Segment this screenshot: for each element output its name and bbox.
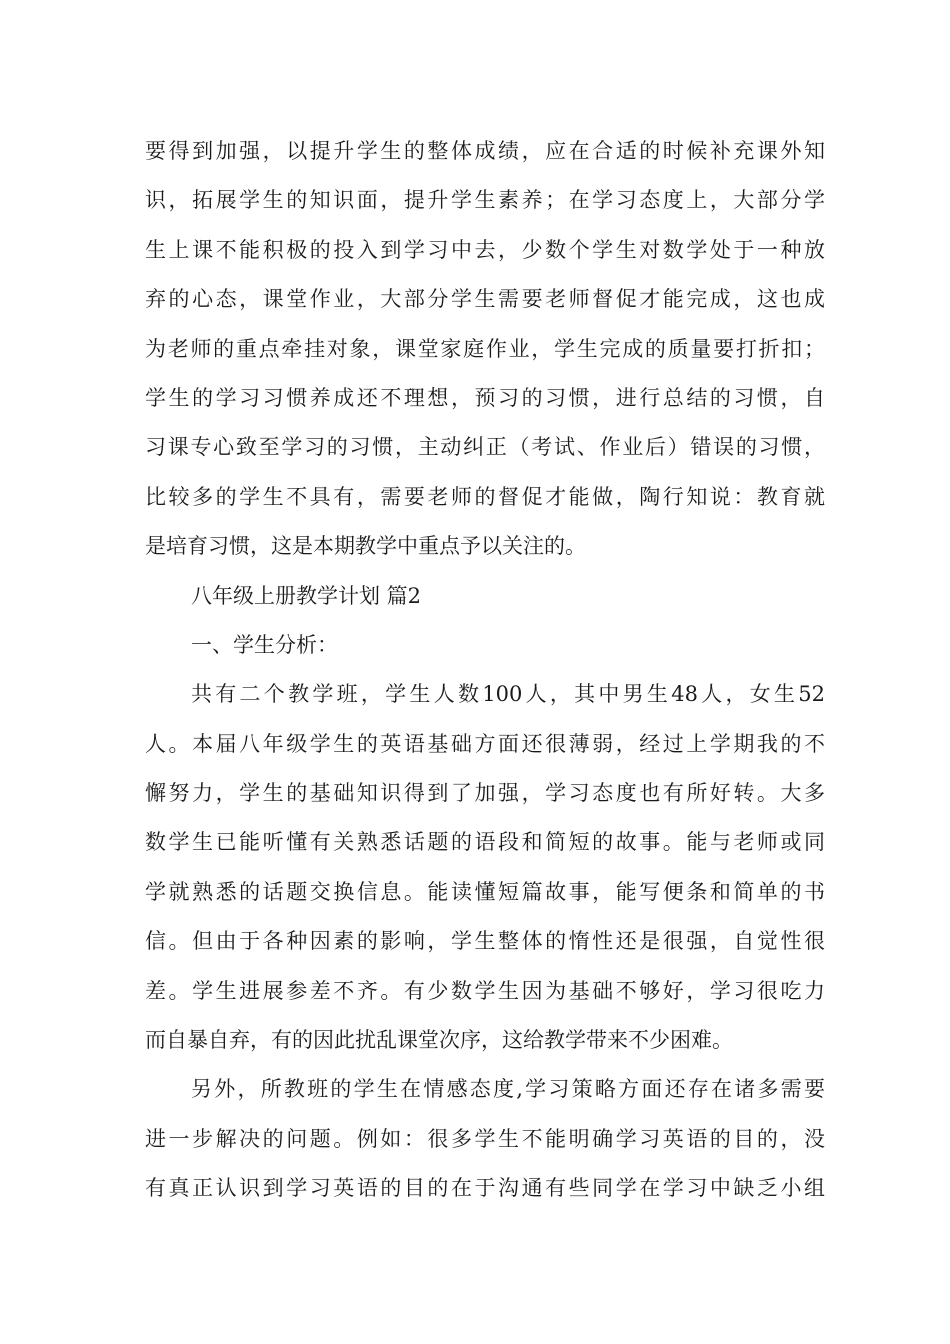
text-line: 学就熟悉的话题交换信息。能读懂短篇故事，能写便条和简单的书 [145,879,825,904]
text-line: 信。但由于各种因素的影响，学生整体的惰性还是很强，自觉性很 [145,929,825,954]
text-line: 弃的心态，课堂作业，大部分学生需要老师督促才能完成，这也成 [145,287,825,312]
text-line: 识，拓展学生的知识面，提升学生素养；在学习态度上，大部分学 [145,188,825,213]
text-line: 数学生已能听懂有关熟悉话题的语段和简短的故事。能与老师或同 [145,830,825,855]
document-body [145,127,825,1214]
text-line: 另外，所教班的学生在情感态度,学习策略方面还存在诸多需要 [191,1077,825,1102]
text-line: 懈努力，学生的基础知识得到了加强，学习态度也有所好转。大多 [145,781,825,806]
text-line: 有真正认识到学习英语的目的在于沟通有些同学在学习中缺乏小组 [145,1176,825,1201]
text-line: 共有二个教学班，学生人数100人，其中男生48人，女生52 [191,682,825,707]
section-heading: 八年级上册教学计划 篇2 [191,583,422,608]
text-line: 而自暴自弃，有的因此扰乱课堂次序，这给教学带来不少困难。 [145,1028,733,1053]
text-line: 习课专心致至学习的习惯，主动纠正（考试、作业后）错误的习惯， [145,435,825,460]
text-line: 为老师的重点牵挂对象，课堂家庭作业，学生完成的质量要打折扣； [145,336,825,361]
text-line: 学生的学习习惯养成还不理想，预习的习惯，进行总结的习惯，自 [145,385,825,410]
text-line: 生上课不能积极的投入到学习中去，少数个学生对数学处于一种放 [145,237,825,262]
paragraph-student-analysis [145,670,825,1065]
text-line: 比较多的学生不具有，需要老师的督促才能做，陶行知说：教育就 [145,484,825,509]
text-line: 是培育习惯，这是本期教学中重点予以关注的。 [145,534,586,559]
paragraph-continued [145,127,825,572]
paragraph-additional [145,1065,825,1213]
text-line: 进一步解决的问题。例如：很多学生不能明确学习英语的目的，没 [145,1126,825,1151]
text-line: 差。学生进展参差不齐。有少数学生因为基础不够好，学习很吃力 [145,978,825,1003]
text-line: 要得到加强，以提升学生的整体成绩，应在合适的时候补充课外知 [145,139,825,163]
text-line: 人。本届八年级学生的英语基础方面还很薄弱，经过上学期我的不 [145,731,825,756]
subsection-title: 一、学生分析： [191,632,338,657]
